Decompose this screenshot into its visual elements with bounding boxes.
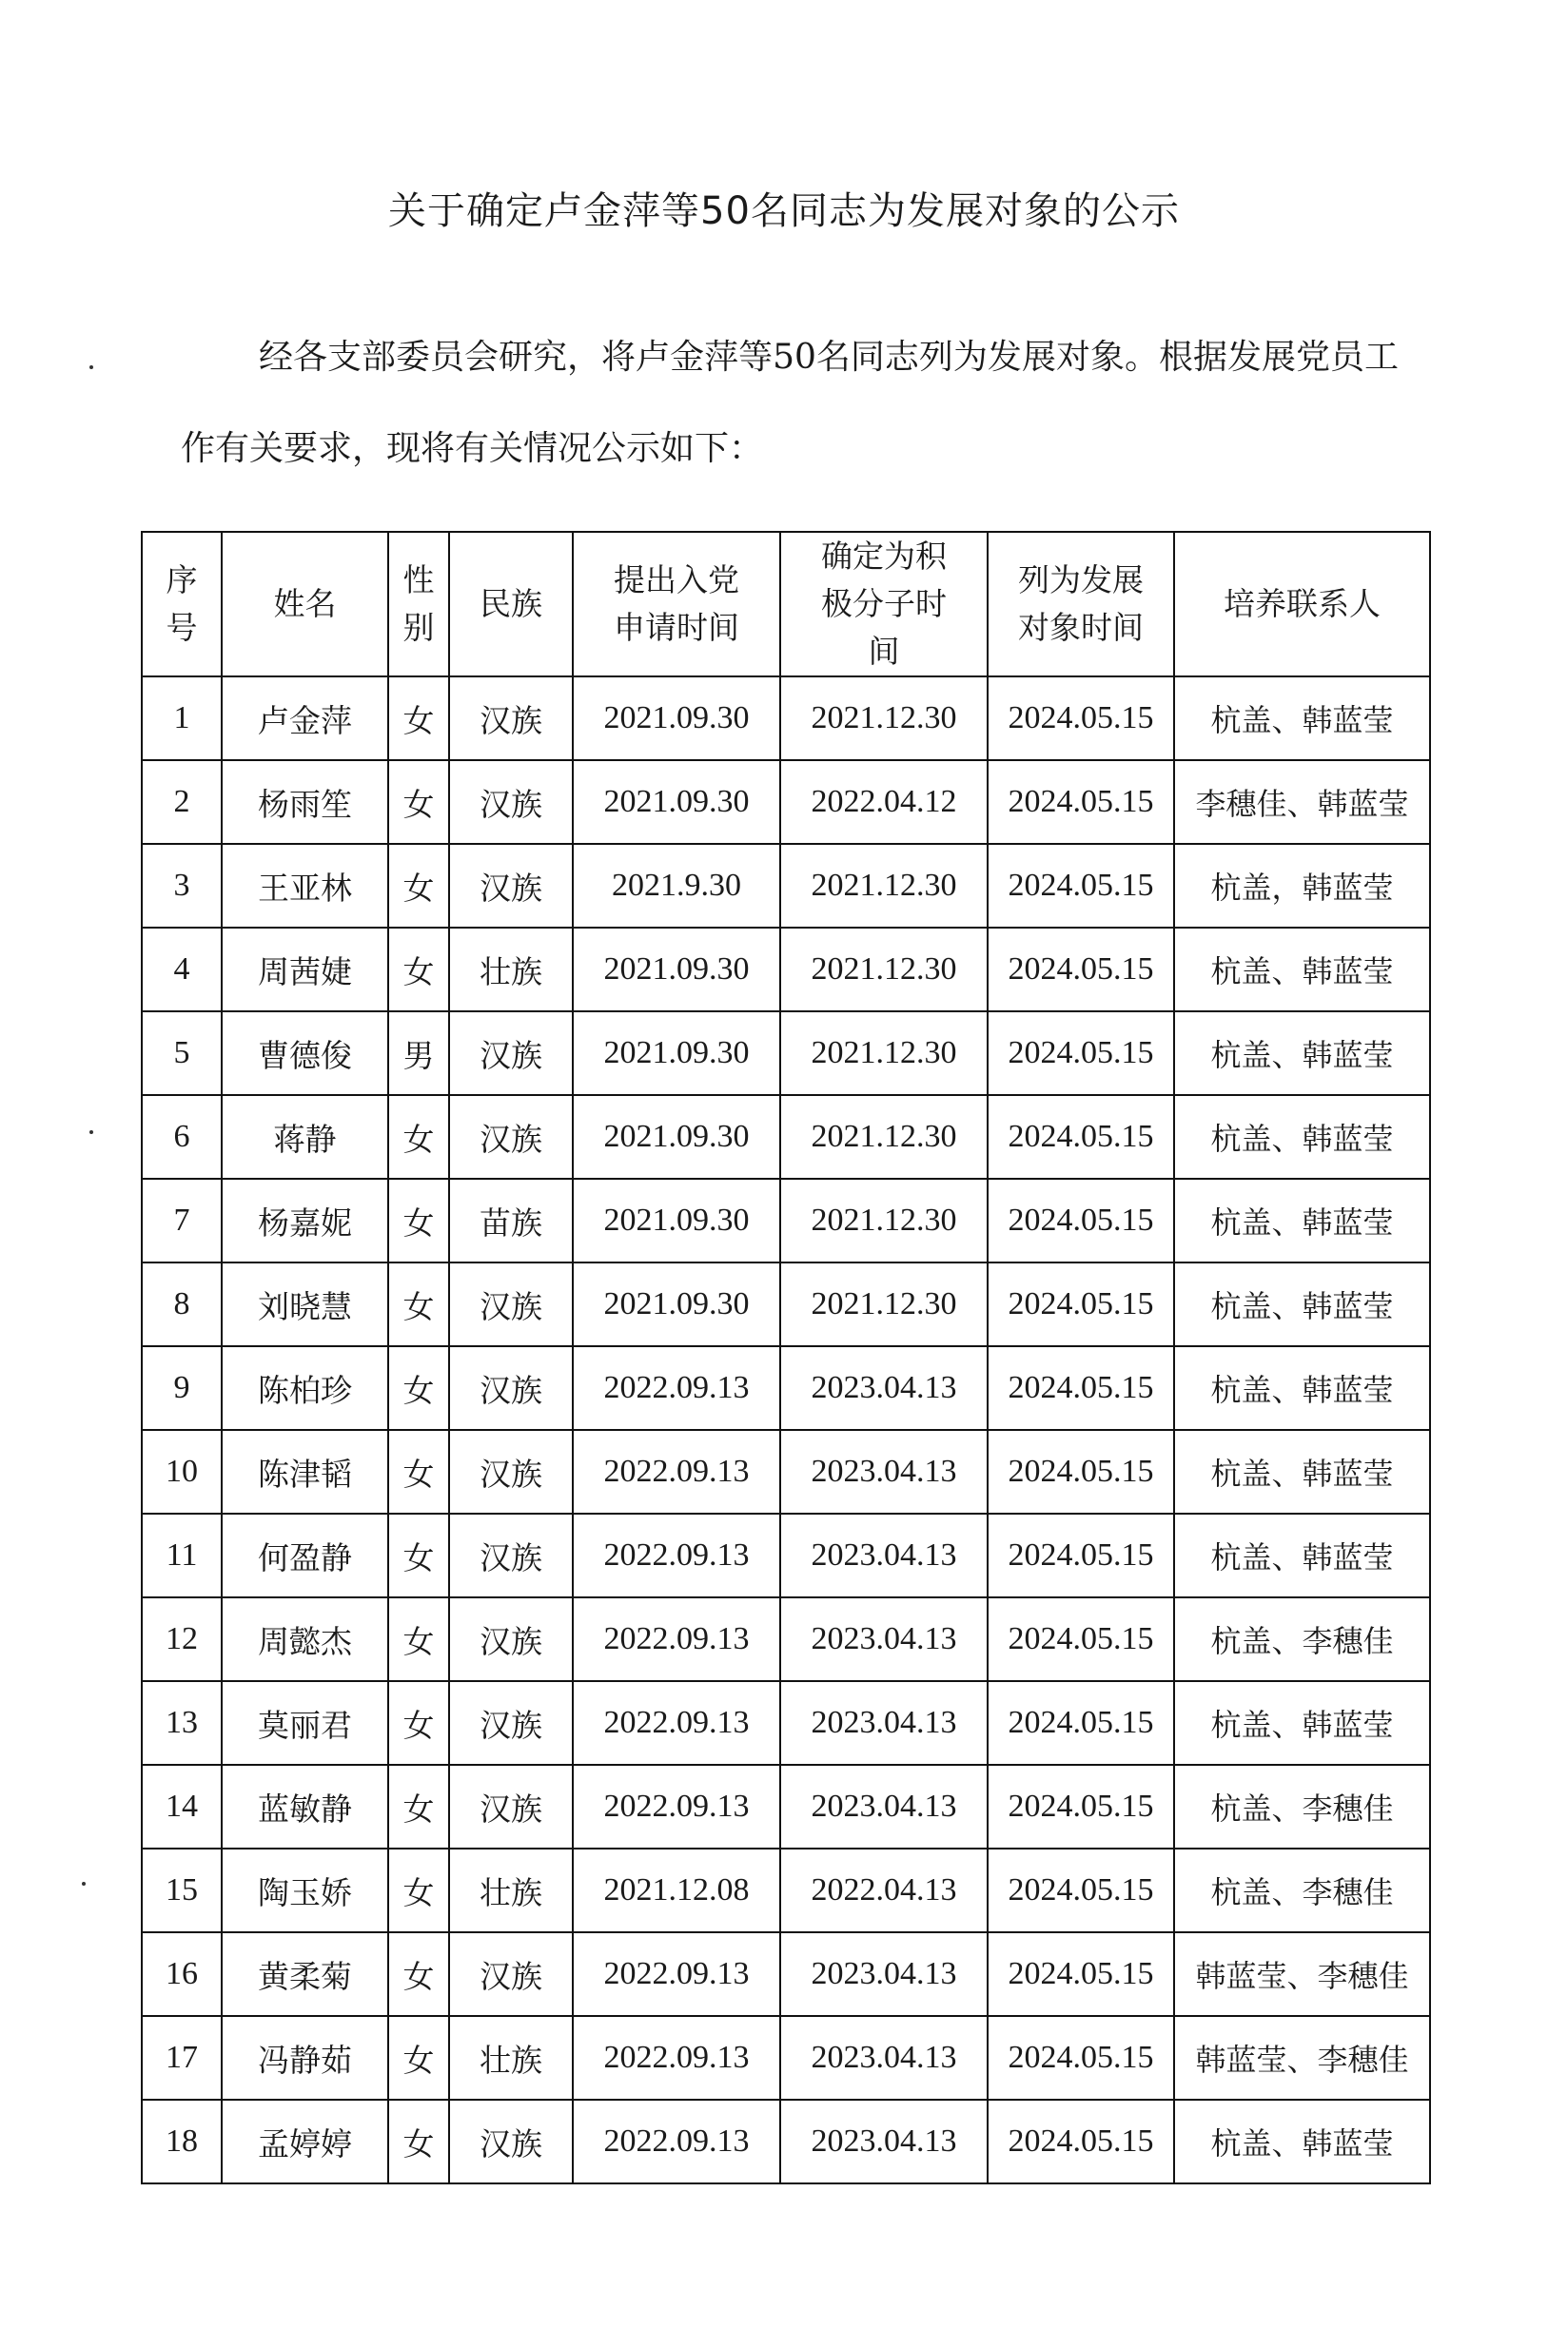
- cell-gender: 女: [388, 928, 449, 1011]
- cell-candidate-date: 2024.05.15: [988, 2016, 1174, 2100]
- cell-name: 冯静茹: [222, 2016, 388, 2100]
- cell-contact: 杭盖、韩蓝莹: [1174, 1514, 1430, 1597]
- cell-gender: 女: [388, 2100, 449, 2183]
- cell-activist-date: 2021.12.30: [780, 1095, 988, 1179]
- cell-applied-date: 2022.09.13: [573, 1932, 780, 2016]
- cell-ethnicity: 壮族: [449, 2016, 573, 2100]
- cell-contact: 韩蓝莹、李穗佳: [1174, 1932, 1430, 2016]
- cell-candidate-date: 2024.05.15: [988, 928, 1174, 1011]
- cell-contact: 杭盖、韩蓝莹: [1174, 1262, 1430, 1346]
- cell-activist-date: 2022.04.12: [780, 760, 988, 844]
- cell-no: 5: [142, 1011, 222, 1095]
- cell-activist-date: 2021.12.30: [780, 1262, 988, 1346]
- cell-no: 14: [142, 1765, 222, 1849]
- scan-speck: [89, 365, 93, 369]
- cell-name: 曹德俊: [222, 1011, 388, 1095]
- cell-no: 13: [142, 1681, 222, 1765]
- cell-activist-date: 2021.12.30: [780, 1179, 988, 1262]
- table-row: [142, 1849, 1430, 1932]
- cell-activist-date: 2023.04.13: [780, 2100, 988, 2183]
- cell-name: 陈柏珍: [222, 1346, 388, 1430]
- header-cell-activist: 确定为积极分子时间: [780, 532, 988, 676]
- table-body: [142, 676, 1430, 2183]
- cell-applied-date: 2021.09.30: [573, 760, 780, 844]
- cell-applied-date: 2022.09.13: [573, 1765, 780, 1849]
- cell-no: 12: [142, 1597, 222, 1681]
- cell-contact: 杭盖、韩蓝莹: [1174, 1430, 1430, 1514]
- table-row: [142, 1932, 1430, 2016]
- cell-applied-date: 2021.09.30: [573, 1095, 780, 1179]
- cell-no: 1: [142, 676, 222, 760]
- cell-no: 2: [142, 760, 222, 844]
- cell-ethnicity: 汉族: [449, 1011, 573, 1095]
- table-row: [142, 1262, 1430, 1346]
- header-cell-applied: 提出入党申请时间: [573, 532, 780, 676]
- cell-name: 陈津韬: [222, 1430, 388, 1514]
- cell-gender: 女: [388, 1765, 449, 1849]
- cell-applied-date: 2022.09.13: [573, 1681, 780, 1765]
- cell-contact: 杭盖、韩蓝莹: [1174, 1681, 1430, 1765]
- intro-paragraph: 经各支部委员会研究，将卢金萍等50名同志列为发展对象。根据发展党员工作有关要求，现将有关情况公示如下：: [181, 338, 1399, 468]
- cell-candidate-date: 2024.05.15: [988, 760, 1174, 844]
- cell-applied-date: 2021.12.08: [573, 1849, 780, 1932]
- scan-speck: [89, 1130, 93, 1134]
- table-row: [142, 1179, 1430, 1262]
- cell-activist-date: 2023.04.13: [780, 1932, 988, 2016]
- table-row: [142, 1514, 1430, 1597]
- cell-no: 11: [142, 1514, 222, 1597]
- cell-gender: 女: [388, 1932, 449, 2016]
- header-cell-ethnicity: 民族: [449, 532, 573, 676]
- cell-no: 15: [142, 1849, 222, 1932]
- cell-candidate-date: 2024.05.15: [988, 1179, 1174, 1262]
- cell-contact: 杭盖、韩蓝莹: [1174, 1011, 1430, 1095]
- cell-no: 18: [142, 2100, 222, 2183]
- cell-contact: 杭盖、李穗佳: [1174, 1849, 1430, 1932]
- cell-no: 9: [142, 1346, 222, 1430]
- cell-ethnicity: 汉族: [449, 1765, 573, 1849]
- cell-no: 4: [142, 928, 222, 1011]
- cell-candidate-date: 2024.05.15: [988, 1597, 1174, 1681]
- cell-gender: 女: [388, 1346, 449, 1430]
- cell-name: 周懿杰: [222, 1597, 388, 1681]
- cell-candidate-date: 2024.05.15: [988, 2100, 1174, 2183]
- table-row: [142, 928, 1430, 1011]
- cell-candidate-date: 2024.05.15: [988, 1430, 1174, 1514]
- table-row: [142, 1597, 1430, 1681]
- cell-contact: 杭盖、李穗佳: [1174, 1765, 1430, 1849]
- cell-name: 杨嘉妮: [222, 1179, 388, 1262]
- cell-contact: 杭盖、李穗佳: [1174, 1597, 1430, 1681]
- cell-gender: 女: [388, 2016, 449, 2100]
- cell-applied-date: 2021.9.30: [573, 844, 780, 928]
- cell-contact: 杭盖、韩蓝莹: [1174, 1179, 1430, 1262]
- cell-name: 蒋静: [222, 1095, 388, 1179]
- cell-ethnicity: 汉族: [449, 1095, 573, 1179]
- cell-candidate-date: 2024.05.15: [988, 1932, 1174, 2016]
- cell-applied-date: 2022.09.13: [573, 1597, 780, 1681]
- table-row: [142, 2016, 1430, 2100]
- cell-ethnicity: 汉族: [449, 2100, 573, 2183]
- cell-activist-date: 2021.12.30: [780, 928, 988, 1011]
- cell-gender: 女: [388, 1849, 449, 1932]
- cell-candidate-date: 2024.05.15: [988, 1849, 1174, 1932]
- table-header-row: [142, 532, 1430, 676]
- cell-name: 卢金萍: [222, 676, 388, 760]
- header-cell-contact: 培养联系人: [1174, 532, 1430, 676]
- cell-applied-date: 2021.09.30: [573, 1179, 780, 1262]
- cell-ethnicity: 汉族: [449, 1681, 573, 1765]
- cell-contact: 杭盖、韩蓝莹: [1174, 1346, 1430, 1430]
- cell-contact: 杭盖，韩蓝莹: [1174, 844, 1430, 928]
- table-row: [142, 1765, 1430, 1849]
- cell-candidate-date: 2024.05.15: [988, 1514, 1174, 1597]
- cell-applied-date: 2021.09.30: [573, 676, 780, 760]
- cell-no: 7: [142, 1179, 222, 1262]
- cell-ethnicity: 汉族: [449, 676, 573, 760]
- cell-activist-date: 2021.12.30: [780, 844, 988, 928]
- cell-name: 何盈静: [222, 1514, 388, 1597]
- cell-activist-date: 2022.04.13: [780, 1849, 988, 1932]
- cell-activist-date: 2021.12.30: [780, 1011, 988, 1095]
- table-row: [142, 844, 1430, 928]
- cell-applied-date: 2022.09.13: [573, 1430, 780, 1514]
- cell-no: 6: [142, 1095, 222, 1179]
- cell-name: 周茜婕: [222, 928, 388, 1011]
- cell-candidate-date: 2024.05.15: [988, 1681, 1174, 1765]
- cell-gender: 女: [388, 1430, 449, 1514]
- cell-applied-date: 2022.09.13: [573, 1514, 780, 1597]
- header-cell-name: 姓名: [222, 532, 388, 676]
- table-row: [142, 1346, 1430, 1430]
- candidate-table: [141, 531, 1431, 2184]
- cell-ethnicity: 汉族: [449, 1430, 573, 1514]
- cell-gender: 女: [388, 844, 449, 928]
- cell-candidate-date: 2024.05.15: [988, 1346, 1174, 1430]
- cell-gender: 女: [388, 1262, 449, 1346]
- cell-contact: 杭盖、韩蓝莹: [1174, 676, 1430, 760]
- cell-applied-date: 2021.09.30: [573, 1011, 780, 1095]
- cell-name: 杨雨笙: [222, 760, 388, 844]
- cell-ethnicity: 汉族: [449, 1346, 573, 1430]
- cell-applied-date: 2021.09.30: [573, 928, 780, 1011]
- cell-candidate-date: 2024.05.15: [988, 1095, 1174, 1179]
- cell-applied-date: 2021.09.30: [573, 1262, 780, 1346]
- header-cell-no: 序号: [142, 532, 222, 676]
- cell-contact: 韩蓝莹、李穗佳: [1174, 2016, 1430, 2100]
- table-row: [142, 1011, 1430, 1095]
- cell-activist-date: 2023.04.13: [780, 1765, 988, 1849]
- cell-gender: 女: [388, 760, 449, 844]
- cell-gender: 男: [388, 1011, 449, 1095]
- cell-ethnicity: 汉族: [449, 1262, 573, 1346]
- cell-contact: 杭盖、韩蓝莹: [1174, 2100, 1430, 2183]
- table-row: [142, 676, 1430, 760]
- cell-name: 孟婷婷: [222, 2100, 388, 2183]
- cell-activist-date: 2023.04.13: [780, 1681, 988, 1765]
- cell-name: 莫丽君: [222, 1681, 388, 1765]
- cell-gender: 女: [388, 1597, 449, 1681]
- table-row: [142, 1430, 1430, 1514]
- cell-candidate-date: 2024.05.15: [988, 1011, 1174, 1095]
- cell-activist-date: 2023.04.13: [780, 2016, 988, 2100]
- header-cell-gender: 性别: [388, 532, 449, 676]
- cell-applied-date: 2022.09.13: [573, 2016, 780, 2100]
- cell-contact: 李穗佳、韩蓝莹: [1174, 760, 1430, 844]
- cell-ethnicity: 汉族: [449, 1932, 573, 2016]
- cell-ethnicity: 汉族: [449, 1597, 573, 1681]
- cell-contact: 杭盖、韩蓝莹: [1174, 928, 1430, 1011]
- cell-activist-date: 2021.12.30: [780, 676, 988, 760]
- cell-name: 陶玉娇: [222, 1849, 388, 1932]
- cell-candidate-date: 2024.05.15: [988, 676, 1174, 760]
- cell-name: 黄柔菊: [222, 1932, 388, 2016]
- cell-name: 蓝敏静: [222, 1765, 388, 1849]
- cell-no: 3: [142, 844, 222, 928]
- cell-gender: 女: [388, 1179, 449, 1262]
- table-row: [142, 2100, 1430, 2183]
- table-row: [142, 1095, 1430, 1179]
- cell-activist-date: 2023.04.13: [780, 1430, 988, 1514]
- cell-no: 17: [142, 2016, 222, 2100]
- cell-activist-date: 2023.04.13: [780, 1597, 988, 1681]
- table-row: [142, 1681, 1430, 1765]
- cell-gender: 女: [388, 1681, 449, 1765]
- page-title: 关于确定卢金萍等50名同志为发展对象的公示: [388, 189, 1180, 233]
- cell-no: 8: [142, 1262, 222, 1346]
- cell-applied-date: 2022.09.13: [573, 2100, 780, 2183]
- cell-ethnicity: 汉族: [449, 1514, 573, 1597]
- cell-ethnicity: 汉族: [449, 844, 573, 928]
- scan-speck: [82, 1882, 86, 1886]
- header-cell-candidate: 列为发展对象时间: [988, 532, 1174, 676]
- table-row: [142, 760, 1430, 844]
- cell-activist-date: 2023.04.13: [780, 1346, 988, 1430]
- cell-no: 10: [142, 1430, 222, 1514]
- cell-ethnicity: 汉族: [449, 760, 573, 844]
- cell-contact: 杭盖、韩蓝莹: [1174, 1095, 1430, 1179]
- cell-ethnicity: 壮族: [449, 1849, 573, 1932]
- cell-gender: 女: [388, 1514, 449, 1597]
- cell-activist-date: 2023.04.13: [780, 1514, 988, 1597]
- cell-candidate-date: 2024.05.15: [988, 844, 1174, 928]
- cell-ethnicity: 苗族: [449, 1179, 573, 1262]
- cell-ethnicity: 壮族: [449, 928, 573, 1011]
- cell-gender: 女: [388, 676, 449, 760]
- cell-candidate-date: 2024.05.15: [988, 1765, 1174, 1849]
- cell-applied-date: 2022.09.13: [573, 1346, 780, 1430]
- cell-candidate-date: 2024.05.15: [988, 1262, 1174, 1346]
- cell-no: 16: [142, 1932, 222, 2016]
- cell-name: 刘晓慧: [222, 1262, 388, 1346]
- cell-name: 王亚林: [222, 844, 388, 928]
- cell-gender: 女: [388, 1095, 449, 1179]
